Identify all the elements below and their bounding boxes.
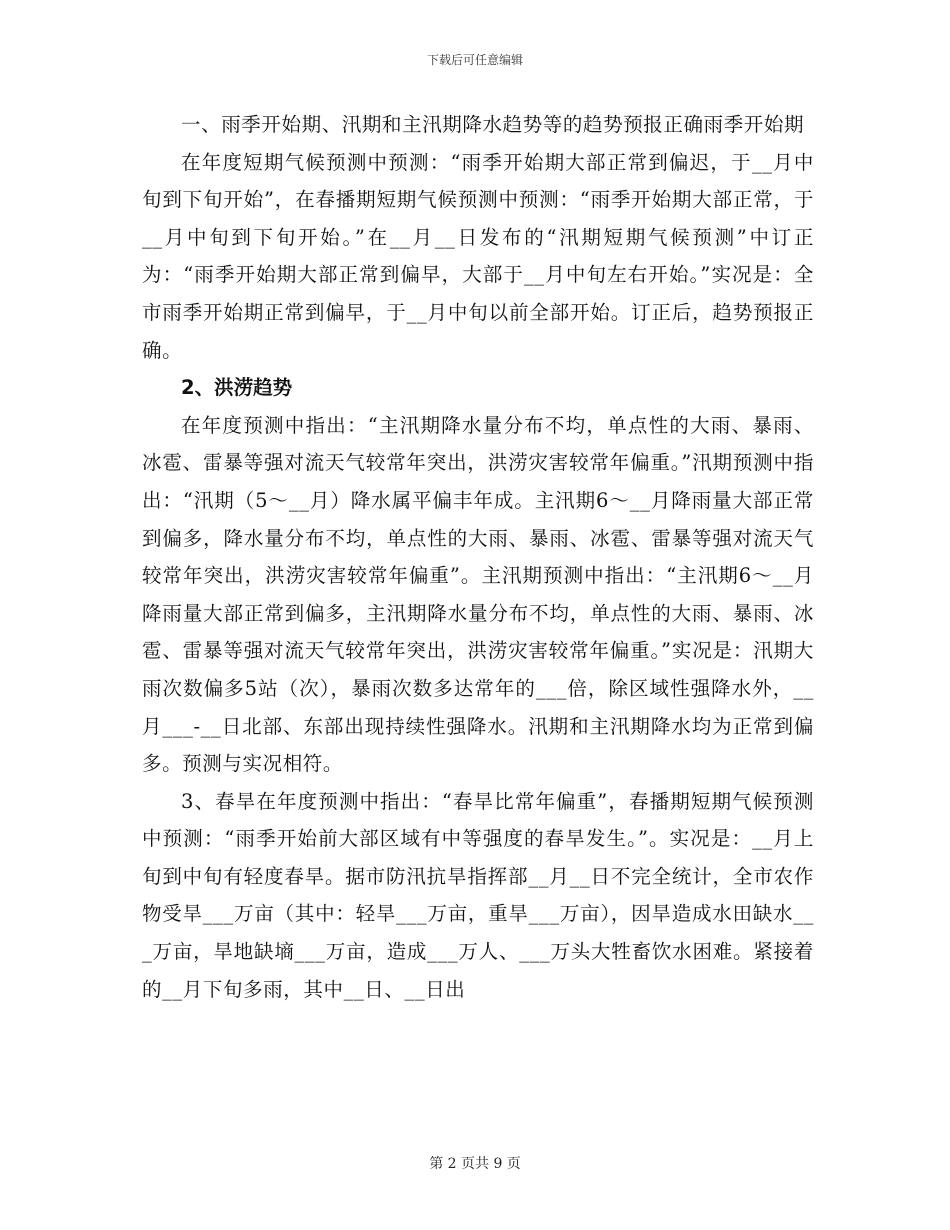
paragraph-rainy-season-forecast: 在年度短期气候预测中预测：“雨季开始期大部正常到偏迟，于__月中旬到下旬开始”，在春播期短期气候预测中预测：“雨季开始期大部正常，于__月中旬到下旬开始。”在__月__日发布的“汛期短期气候预测”中订正为：“雨季开始期大部正常到偏早，大部于__月中旬左右开始。”实况是：全市雨季开始期正常到偏早，于__月中旬以前全部开始。订正后，趋势预报正确。: [142, 150, 814, 362]
document-body: [142, 106, 814, 1008]
page-number: 第 2 页共 9 页: [429, 1156, 521, 1172]
paragraph-spring-drought: 3、春旱在年度预测中指出：“春旱比常年偏重”，春播期短期气候预测中预测：“雨季开始前大部区域有中等强度的春旱发生。”。实况是：__月上旬到中旬有轻度春旱。据市防汛抗旱指挥部__月__日不完全统计，全市农作物受旱___万亩（其中：轻旱___万亩，重旱___万亩），因旱造成水田缺水___万亩，旱地缺墒___万亩，造成___万人、___万头大牲畜饮水困难。紧接着的__月下旬多雨，其中__日、__日出: [142, 789, 814, 1001]
paragraph-flood-forecast: 在年度预测中指出：“主汛期降水量分布不均，单点性的大雨、暴雨、冰雹、雷暴等强对流天气较常年突出，洪涝灾害较常年偏重。”汛期预测中指出：“汛期（5～__月）降水属平偏丰年成。主汛期6～__月降雨量大部正常到偏多，降水量分布不均，单点性的大雨、暴雨、冰雹、雷暴等强对流天气较常年突出，洪涝灾害较常年偏重”。主汛期预测中指出：“主汛期6～__月降雨量大部正常到偏多，主汛期降水量分布不均，单点性的大雨、暴雨、冰雹、雷暴等强对流天气较常年突出，洪涝灾害较常年偏重。”实况是：汛期大雨次数偏多5站（次），暴雨次数多达常年的___倍，除区域性强降水外，__月___-__日北部、东部出现持续性强降水。汛期和主汛期降水均为正常到偏多。预测与实况相符。: [142, 413, 814, 776]
paragraph-rainy-season-intro: 一、雨季开始期、汛期和主汛期降水趋势等的趋势预报正确雨季开始期: [181, 113, 805, 136]
section-heading-flood-trend: 2、洪涝趋势: [181, 376, 293, 400]
page-header: 下载后可任意编辑: [426, 53, 523, 67]
